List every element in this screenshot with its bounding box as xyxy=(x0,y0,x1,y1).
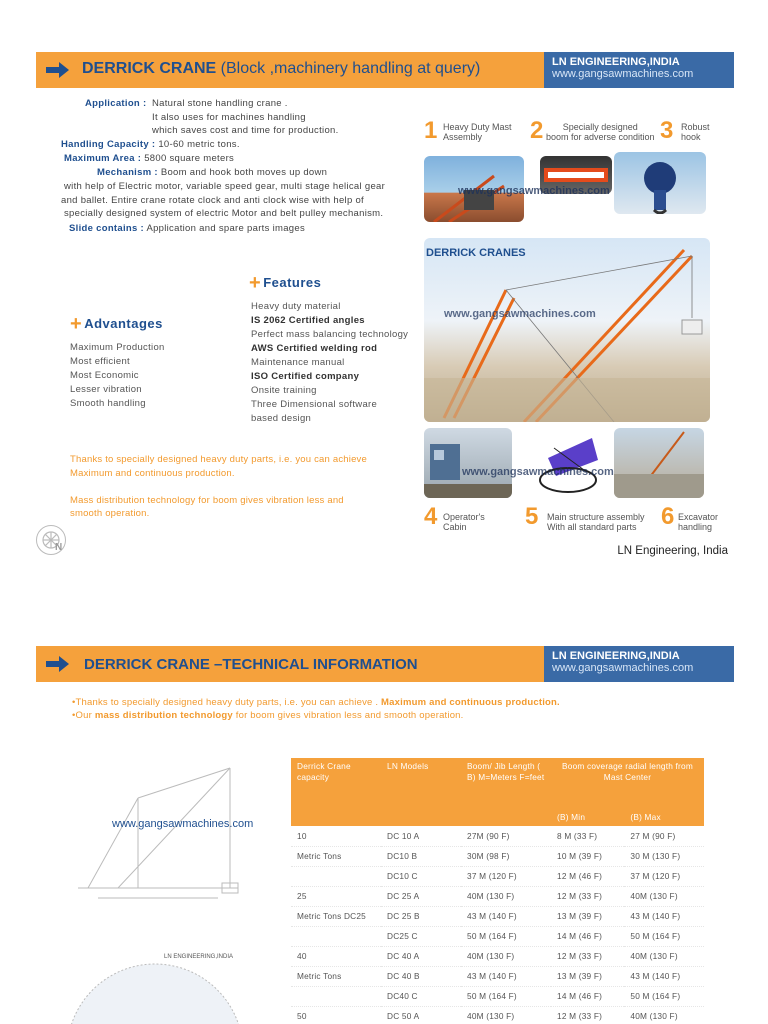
company-url[interactable]: www.gangsawmachines.com xyxy=(552,662,694,674)
list-item: Maximum Production xyxy=(70,342,165,353)
list-item: Most Economic xyxy=(70,370,139,381)
list-item: Most efficient xyxy=(70,356,130,367)
list-item: Smooth handling xyxy=(70,398,146,409)
col-header: Boom/ Jib Length ( B) M=Meters F=feet xyxy=(461,758,551,826)
photo-label: DERRICK CRANES xyxy=(426,247,526,259)
list-item: Maintenance manual xyxy=(251,357,345,368)
col-header: Derrick Crane capacity xyxy=(291,758,381,826)
photo-derrick-crane-main xyxy=(424,238,710,422)
caption-number: 5 xyxy=(525,503,539,530)
crane-top-view-diagram: LN ENGINEERING,INDIA xyxy=(60,952,250,1024)
footer-company: LN Engineering, India xyxy=(617,545,728,557)
features-list xyxy=(251,300,408,426)
company-url[interactable]: www.gangsawmachines.com xyxy=(552,68,694,80)
slide-title: DERRICK CRANE (Block ,machinery handling at query) xyxy=(82,60,481,77)
company-name: LN ENGINEERING,INDIA xyxy=(552,650,680,662)
list-item: based design xyxy=(251,413,312,424)
plus-icon: + xyxy=(249,272,262,294)
plus-icon: + xyxy=(70,313,83,335)
caption-hook: Robust hook xyxy=(681,122,710,142)
col-subheader: (B) Max xyxy=(624,786,704,826)
table-row: Metric Tons DC 40 B 43 M (140 F) 13 M (39 F) 43 M (140 F) xyxy=(291,966,704,986)
arrow-icon xyxy=(46,64,68,76)
caption-structure: Main structure assembly With all standard parts xyxy=(547,512,645,532)
col-subheader: (B) Min xyxy=(551,786,624,826)
mechanism-row: Mechanism : Boom and hook both moves up down xyxy=(97,167,328,178)
photo-excavator xyxy=(614,428,704,498)
company-box xyxy=(544,646,734,682)
caption-boom: Specially designed boom for adverse condition xyxy=(546,122,655,142)
watermark: www.gangsawmachines.com xyxy=(458,185,610,197)
table-row: Metric Tons DC25 DC 25 B 43 M (140 F) 13 M (39 F) 43 M (140 F) xyxy=(291,906,704,926)
ln-logo: N xyxy=(36,525,66,555)
slide-technical-information xyxy=(0,590,768,1024)
table-header-row xyxy=(291,758,704,786)
caption-number: 1 xyxy=(424,117,438,144)
features-heading: + Features xyxy=(249,272,322,294)
caption-number: 3 xyxy=(660,117,674,144)
caption-number: 4 xyxy=(424,503,438,530)
mechanism-text: with help of Electric motor, variable speed gear, multi stage helical gear and ballet. Entire crane rotate clock and anti clock wise with help of specially designed system of electric Motor and belt pulley mechanism. xyxy=(61,181,386,220)
list-item: Three Dimensional software xyxy=(251,399,378,410)
table-row: 40 DC 40 A 40M (130 F) 12 M (33 F) 40M (130 F) xyxy=(291,946,704,966)
photo-operator-cabin xyxy=(424,428,512,498)
company-name: LN ENGINEERING,INDIA xyxy=(552,56,680,68)
table-row: 50 DC 50 A 40M (130 F) 12 M (33 F) 40M (130 F) xyxy=(291,1006,704,1024)
notes-text: Thanks to specially designed heavy duty parts, i.e. you can achieve Maximum and continuous production. Mass distribution technology for boom gives vibration less and smooth operation. xyxy=(70,454,367,519)
table-row: 10 DC 10 A 27M (90 F) 8 M (33 F) 27 M (90 F) xyxy=(291,826,704,846)
technical-spec-table xyxy=(291,758,704,1024)
table-row: DC10 C 37 M (120 F) 12 M (46 F) 37 M (120 F) xyxy=(291,866,704,886)
list-item: Heavy duty material xyxy=(251,301,341,312)
watermark: www.gangsawmachines.com xyxy=(462,466,614,478)
photo-main-structure xyxy=(534,428,606,498)
arrow-icon xyxy=(46,658,68,670)
col-header: LN Models xyxy=(381,758,461,826)
company-box xyxy=(544,52,734,88)
table-row: DC40 C 50 M (164 F) 14 M (46 F) 50 M (164 F) xyxy=(291,986,704,1006)
advantages-heading: + Advantages xyxy=(70,313,163,335)
title-banner xyxy=(36,52,734,88)
watermark: www.gangsawmachines.com xyxy=(444,308,596,320)
photo-hook xyxy=(614,152,706,214)
list-item: Perfect mass balancing technology xyxy=(251,329,409,340)
application-text: Natural stone handling crane . It also uses for machines handling which saves cost and time for production. xyxy=(152,98,339,137)
crane-side-view-diagram xyxy=(58,738,254,938)
area-row: Maximum Area : 5800 square meters xyxy=(64,153,235,164)
table-row: DC25 C 50 M (164 F) 14 M (46 F) 50 M (164 F) xyxy=(291,926,704,946)
list-item: Onsite training xyxy=(251,385,317,396)
caption-cabin: Operator's Cabin xyxy=(443,512,485,532)
caption-number: 6 xyxy=(661,503,675,530)
list-item: AWS Certified welding rod xyxy=(251,343,378,354)
advantages-list xyxy=(70,341,165,411)
title-banner xyxy=(36,646,734,682)
watermark: www.gangsawmachines.com xyxy=(112,818,254,830)
caption-number: 2 xyxy=(530,117,544,144)
slide-contains-row: Slide contains : Application and spare parts images xyxy=(69,223,306,234)
list-item: Lesser vibration xyxy=(70,384,142,395)
caption-mast: Heavy Duty Mast Assembly xyxy=(443,122,512,142)
table-row: 25 DC 25 A 40M (130 F) 12 M (33 F) 40M (130 F) xyxy=(291,886,704,906)
intro-text: •Thanks to specially designed heavy duty parts, i.e. you can achieve . Maximum and continuous production. •Our mass distribution technology for boom gives vibration less and smooth operation. xyxy=(72,697,560,721)
list-item: IS 2062 Certified angles xyxy=(251,315,365,326)
table-row: Metric Tons DC10 B 30M (98 F) 10 M (39 F) 30 M (130 F) xyxy=(291,846,704,866)
col-header: Boom coverage radial length from Mast Center xyxy=(551,758,704,786)
capacity-row: Handling Capacity : 10-60 metric tons. xyxy=(61,139,240,150)
caption-excavator: Excavator handling xyxy=(678,512,719,532)
slide-title: DERRICK CRANE –TECHNICAL INFORMATION xyxy=(84,656,418,673)
application-label: Application : xyxy=(85,98,147,109)
list-item: ISO Certified company xyxy=(251,371,360,382)
